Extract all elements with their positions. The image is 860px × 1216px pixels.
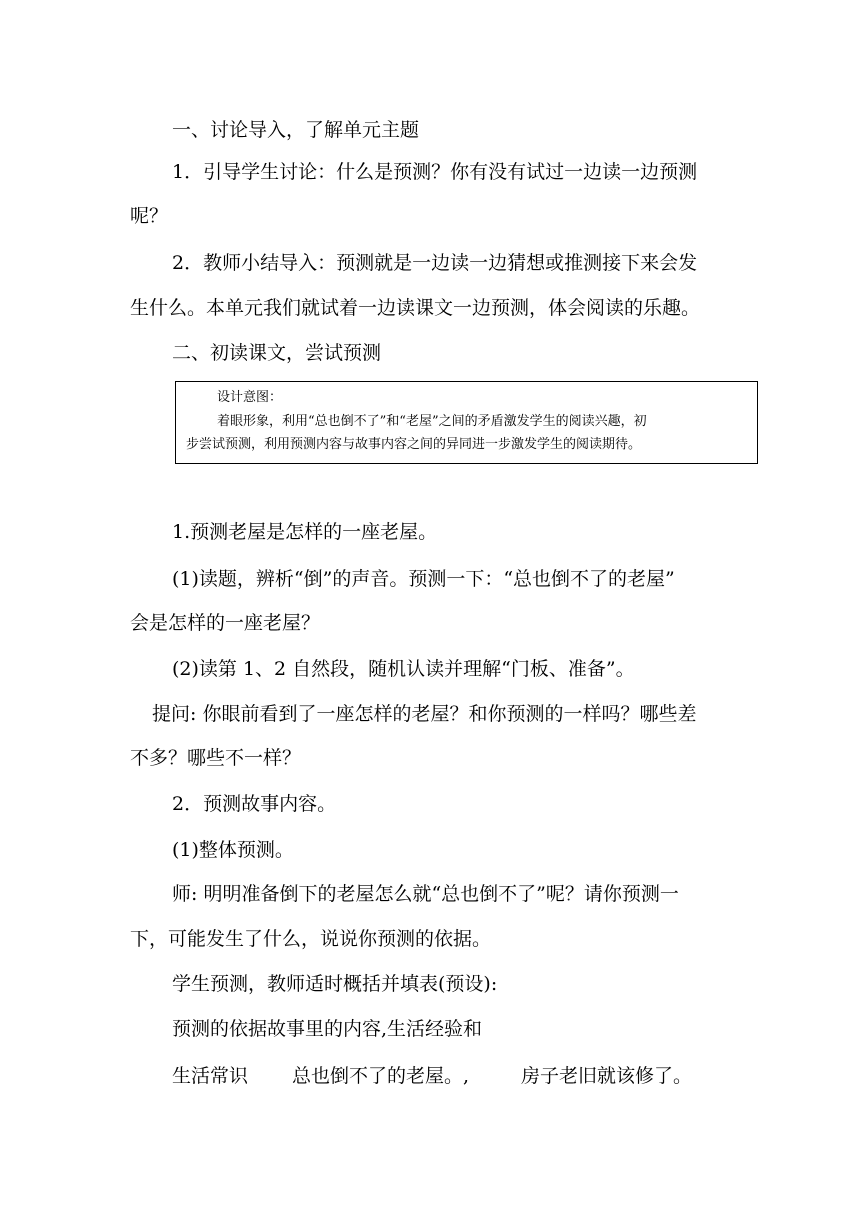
paragraph-line: 2．教师小结导入：预测就是一边读一边猜想或推测接下来会发 (172, 252, 698, 274)
paragraph-line: 呢？ (130, 205, 169, 227)
design-intent-line: 着眼形象，利用“总也倒不了”和“老屋”之间的矛盾激发学生的阅读兴趣，初 (217, 414, 647, 429)
table-cell: 房子老旧就该修了。 (521, 1065, 693, 1087)
paragraph-line: (1)读题，辨析“倒”的声音。预测一下：“总也倒不了的老屋” (172, 568, 675, 590)
paragraph-line: 生什么。本单元我们就试着一边读课文一边预测，体会阅读的乐趣。 (130, 297, 701, 319)
paragraph-line: (1)整体预测。 (172, 839, 294, 861)
paragraph-line: 会是怎样的一座老屋？ (130, 612, 321, 634)
table-cell: 生活常识 (172, 1065, 249, 1087)
section-heading-1: 一、讨论导入，了解单元主题 (172, 119, 420, 141)
paragraph-line: (2)读第 1、2 自然段，随机认读并理解“门板、准备”。 (172, 658, 635, 680)
paragraph-line: 2．预测故事内容。 (172, 793, 337, 815)
paragraph-line: 不多？哪些不一样？ (130, 747, 302, 769)
table-cell: 总也倒不了的老屋。, (292, 1065, 470, 1087)
paragraph-line: 师: 明明准备倒下的老屋怎么就“总也倒不了”呢？请你预测一 (172, 883, 679, 905)
paragraph-line: 1.预测老屋是怎样的一座老屋。 (172, 521, 438, 543)
design-intent-title: 设计意图： (217, 390, 283, 405)
paragraph-line: 1．引导学生讨论：什么是预测？你有没有试过一边读一边预测 (172, 161, 698, 183)
paragraph-line: 学生预测，教师适时概括并填表(预设): (172, 973, 498, 995)
design-intent-box (175, 381, 758, 464)
paragraph-line: 提问: 你眼前看到了一座怎样的老屋？和你预测的一样吗？哪些差 (152, 703, 697, 725)
section-heading-2: 二、初读课文，尝试预测 (172, 342, 382, 364)
design-intent-line: 步尝试预测，利用预测内容与故事内容之间的异同进一步激发学生的阅读期待。 (186, 437, 642, 452)
paragraph-line: 下，可能发生了什么，说说你预测的依据。 (130, 928, 492, 950)
paragraph-line: 预测的依据故事里的内容,生活经验和 (172, 1018, 483, 1040)
